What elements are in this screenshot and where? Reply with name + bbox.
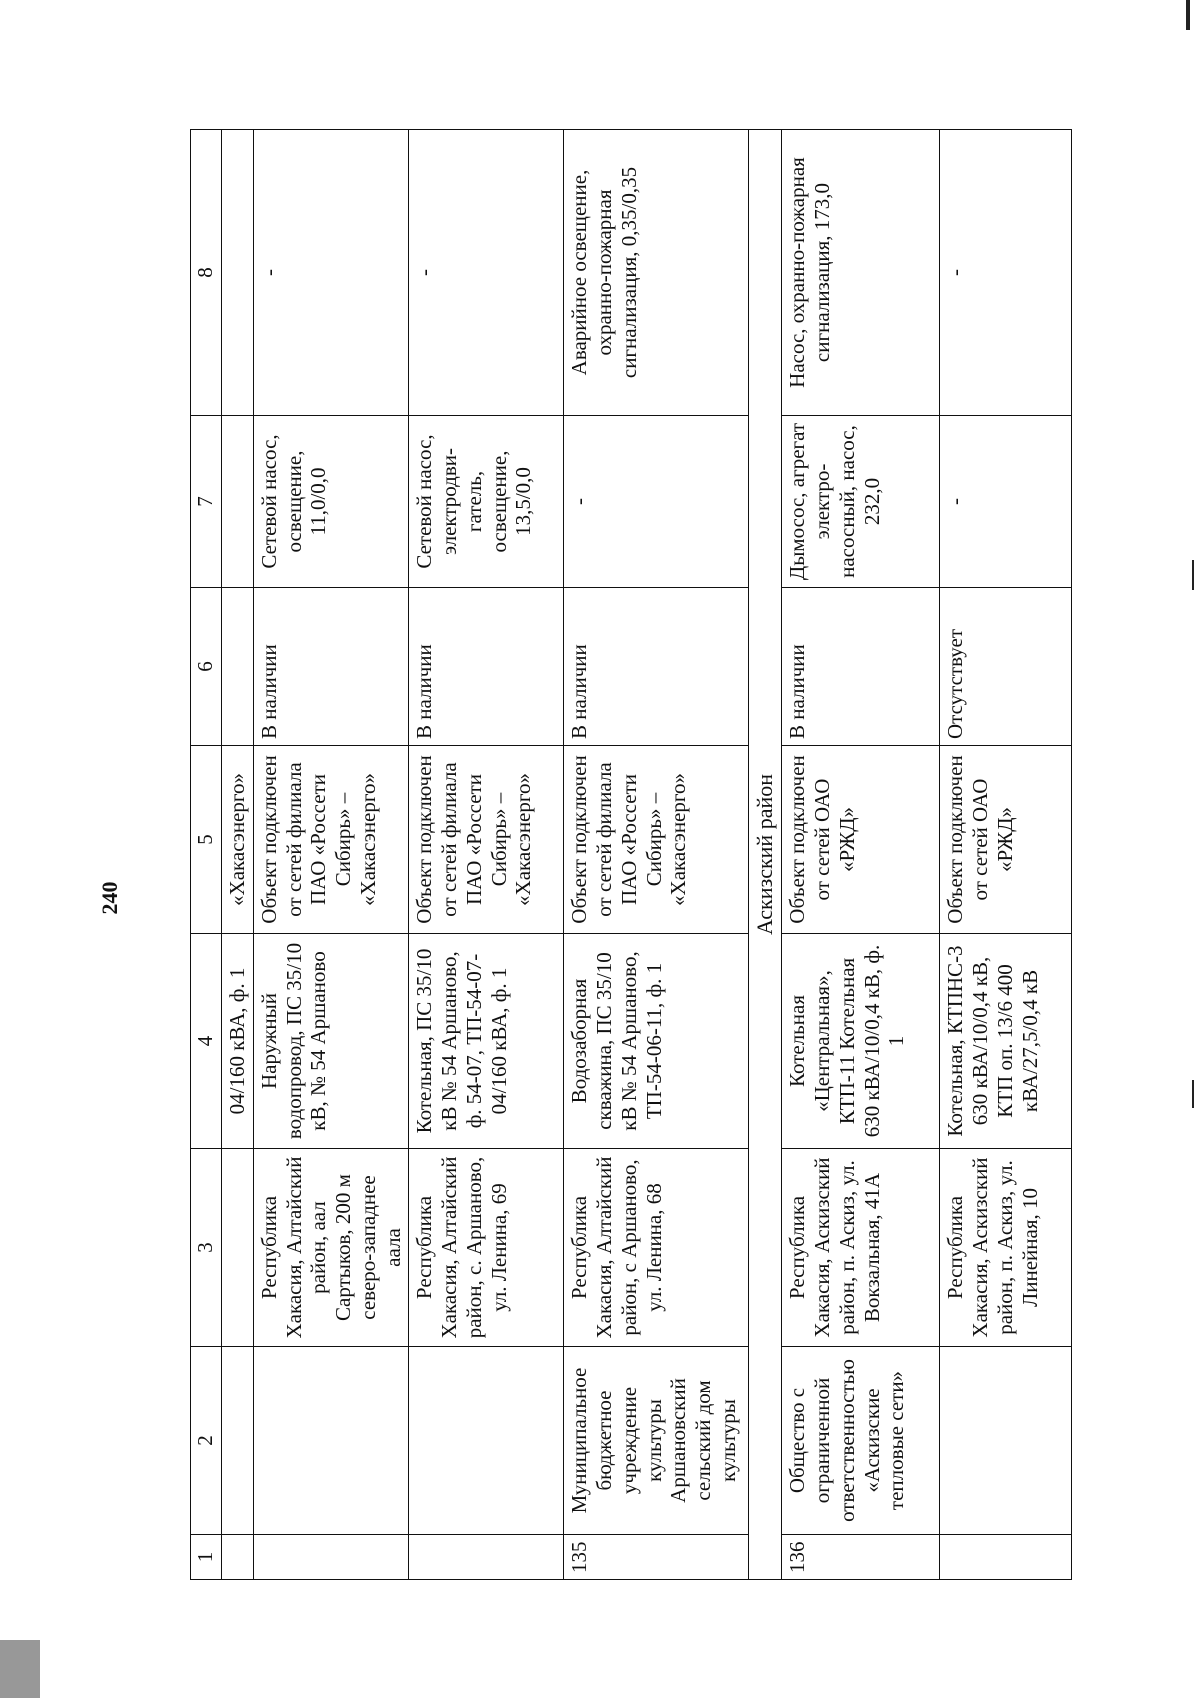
organization-name <box>940 1347 1072 1535</box>
column-number: 3 <box>191 1149 222 1347</box>
power-feed: Котельная, ПС 35/10 кВ № 54 Аршаново, ф. 54-07, ТП-54-07-04/160 кВА, ф. 1 <box>409 934 564 1149</box>
column-number: 4 <box>191 934 222 1149</box>
organization-name: Общество с ограниченной ответственностью «Аскизские тепловые сети» <box>782 1347 940 1535</box>
table-row <box>940 130 1072 1580</box>
column-number-row <box>191 130 222 1580</box>
scan-artifact <box>1192 560 1194 590</box>
backup-status: В наличии <box>564 588 749 746</box>
organization-name <box>409 1347 564 1535</box>
rotated-table-wrapper <box>190 130 1110 1580</box>
column-number: 5 <box>191 746 222 934</box>
reserve-load: - <box>253 130 409 416</box>
equipment-load: Сетевой насос, освещение, 11,0/0,0 <box>253 416 409 588</box>
grid-connection: Объект подключен от сетей ОАО «РЖД» <box>940 746 1072 934</box>
object-address: Республика Хакасия, Алтайский район, с Аршаново, ул. Ленина, 68 <box>564 1149 749 1347</box>
backup-status <box>222 588 254 746</box>
reserve-load <box>222 130 254 416</box>
equipment-load: Сетевой насос, электродви-гатель, освещение, 13,5/0,0 <box>409 416 564 588</box>
grid-connection: «Хакасэнерго» <box>222 746 254 934</box>
column-number: 8 <box>191 130 222 416</box>
object-address: Республика Хакасия, Аскизский район, п. Аскиз, ул. Линейная, 10 <box>940 1149 1072 1347</box>
row-number <box>253 1535 409 1580</box>
backup-status: В наличии <box>253 588 409 746</box>
power-feed: Наружный водопровод, ПС 35/10 кВ, № 54 Аршаново <box>253 934 409 1149</box>
grid-connection: Объект подключен от сетей филиала ПАО «Россети Сибирь» – «Хакасэнерго» <box>409 746 564 934</box>
grid-connection: Объект подключен от сетей ОАО «РЖД» <box>782 746 940 934</box>
power-feed: Котельная, КТПНС-3 630 кВА/10/0,4 кВ, КТП оп. 13/6 400 кВА/27,5/0,4 кВ <box>940 934 1072 1149</box>
backup-status: В наличии <box>782 588 940 746</box>
equipment-load: - <box>564 416 749 588</box>
table-row <box>222 130 254 1580</box>
reserve-load: - <box>409 130 564 416</box>
object-address: Республика Хакасия, Алтайский район, с. Аршаново, ул. Ленина, 69 <box>409 1149 564 1347</box>
page-number: 240 <box>97 881 122 915</box>
equipment-load <box>222 416 254 588</box>
reserve-load: Аварийное освещение, охранно-пожарная сигнализация, 0,35/0,35 <box>564 130 749 416</box>
object-address <box>222 1149 254 1347</box>
table-row <box>564 130 749 1580</box>
reserve-load: Насос, охранно-пожарная сигнализация, 173,0 <box>782 130 940 416</box>
organization-name <box>253 1347 409 1535</box>
row-number <box>222 1535 254 1580</box>
reserve-load: - <box>940 130 1072 416</box>
equipment-load: - <box>940 416 1072 588</box>
row-number: 136 <box>782 1535 940 1580</box>
scan-artifact <box>1192 1080 1194 1108</box>
backup-status: Отсутствует <box>940 588 1072 746</box>
object-address: Республика Хакасия, Аскизский район, п. Аскиз, ул. Вокзальная, 41А <box>782 1149 940 1347</box>
backup-status: В наличии <box>409 588 564 746</box>
scan-artifact <box>0 1640 40 1698</box>
table-row <box>253 130 409 1580</box>
row-number: 135 <box>564 1535 749 1580</box>
power-feed: Котельная «Центральная», КТП-11 Котельная 630 кВА/10/0,4 кВ, ф. 1 <box>782 934 940 1149</box>
grid-connection: Объект подключен от сетей филиала ПАО «Россети Сибирь» – «Хакасэнерго» <box>253 746 409 934</box>
power-feed: Водозаборная скважина, ПС 35/10 кВ № 54 Аршаново, ТП-54-06-11, ф. 1 <box>564 934 749 1149</box>
grid-connection: Объект подключен от сетей филиала ПАО «Россети Сибирь» – «Хакасэнерго» <box>564 746 749 934</box>
power-feed: 04/160 кВА, ф. 1 <box>222 934 254 1149</box>
organization-name <box>222 1347 254 1535</box>
register-table <box>190 129 1072 1580</box>
row-number <box>940 1535 1072 1580</box>
table-row <box>782 130 940 1580</box>
scan-artifact <box>1186 0 1190 30</box>
equipment-load: Дымосос, агрегат электро-насосный, насос, 232,0 <box>782 416 940 588</box>
table-row <box>409 130 564 1580</box>
column-number: 7 <box>191 416 222 588</box>
district-heading: Аскизский район <box>749 130 782 1580</box>
organization-name: Муниципальное бюджетное учреждение культуры Аршановский сельский дом культуры <box>564 1347 749 1535</box>
row-number <box>409 1535 564 1580</box>
district-row <box>749 130 782 1580</box>
column-number: 6 <box>191 588 222 746</box>
object-address: Республика Хакасия, Алтайский район, аал Сартыков, 200 м северо-западнее аала <box>253 1149 409 1347</box>
column-number: 2 <box>191 1347 222 1535</box>
column-number: 1 <box>191 1535 222 1580</box>
